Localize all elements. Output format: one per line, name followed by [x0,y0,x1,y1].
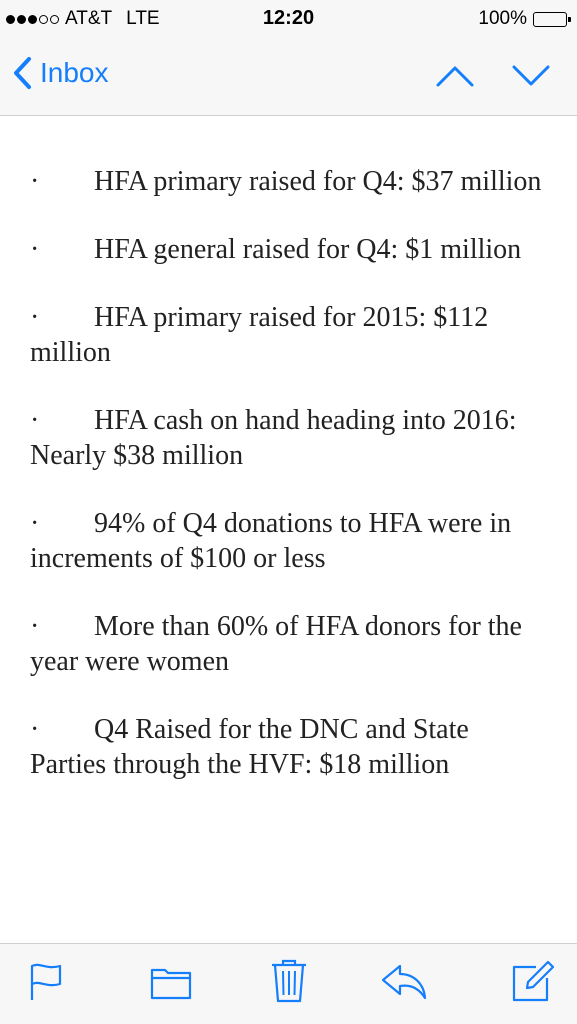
back-to-inbox-button[interactable] [12,56,109,90]
list-item-text: HFA cash on hand heading into 2016: Nearly $38 million [30,405,517,471]
message-body [30,164,550,815]
status-left [6,8,160,30]
chevron-down-icon[interactable] [511,64,551,88]
list-item [30,403,550,473]
bullet: · [30,405,40,436]
battery-percent: 100% [478,8,527,29]
list-item [30,164,550,199]
status-right [478,8,567,30]
status-bar [0,0,577,38]
list-item [30,300,550,370]
carrier-name: AT&T [65,8,113,29]
bullet: · [30,302,40,333]
back-label: Inbox [40,57,109,88]
list-item-text: Q4 Raised for the DNC and State Parties through the HVF: $18 million [30,714,469,780]
list-item [30,712,550,782]
list-item-text: HFA primary raised for 2015: $112 million [30,302,489,368]
nav-bar [0,38,577,116]
network-type: LTE [126,8,160,29]
list-item [30,506,550,576]
chevron-left-icon [12,56,32,90]
list-item [30,609,550,679]
folder-icon[interactable] [150,962,192,1002]
bullet: · [30,714,40,745]
bullet: · [30,234,40,265]
list-item [30,232,550,267]
reply-icon[interactable] [380,962,428,1002]
list-item-text: More than 60% of HFA donors for the year were women [30,611,522,677]
trash-icon[interactable] [270,958,308,1004]
list-item-text: 94% of Q4 donations to HFA were in increments of $100 or less [30,508,512,574]
status-time: 12:20 [262,7,315,29]
bullet: · [30,611,40,642]
signal-strength-icon [6,15,59,24]
bottom-toolbar [0,943,577,1024]
bullet: · [30,508,40,539]
compose-icon[interactable] [510,960,554,1004]
flag-icon[interactable] [28,962,64,1002]
message-navigation [435,64,551,88]
chevron-up-icon[interactable] [435,64,475,88]
bullet: · [30,166,40,197]
list-item-text: HFA primary raised for Q4: $37 million [94,166,542,197]
list-item-text: HFA general raised for Q4: $1 million [94,234,522,265]
battery-icon [533,12,567,27]
